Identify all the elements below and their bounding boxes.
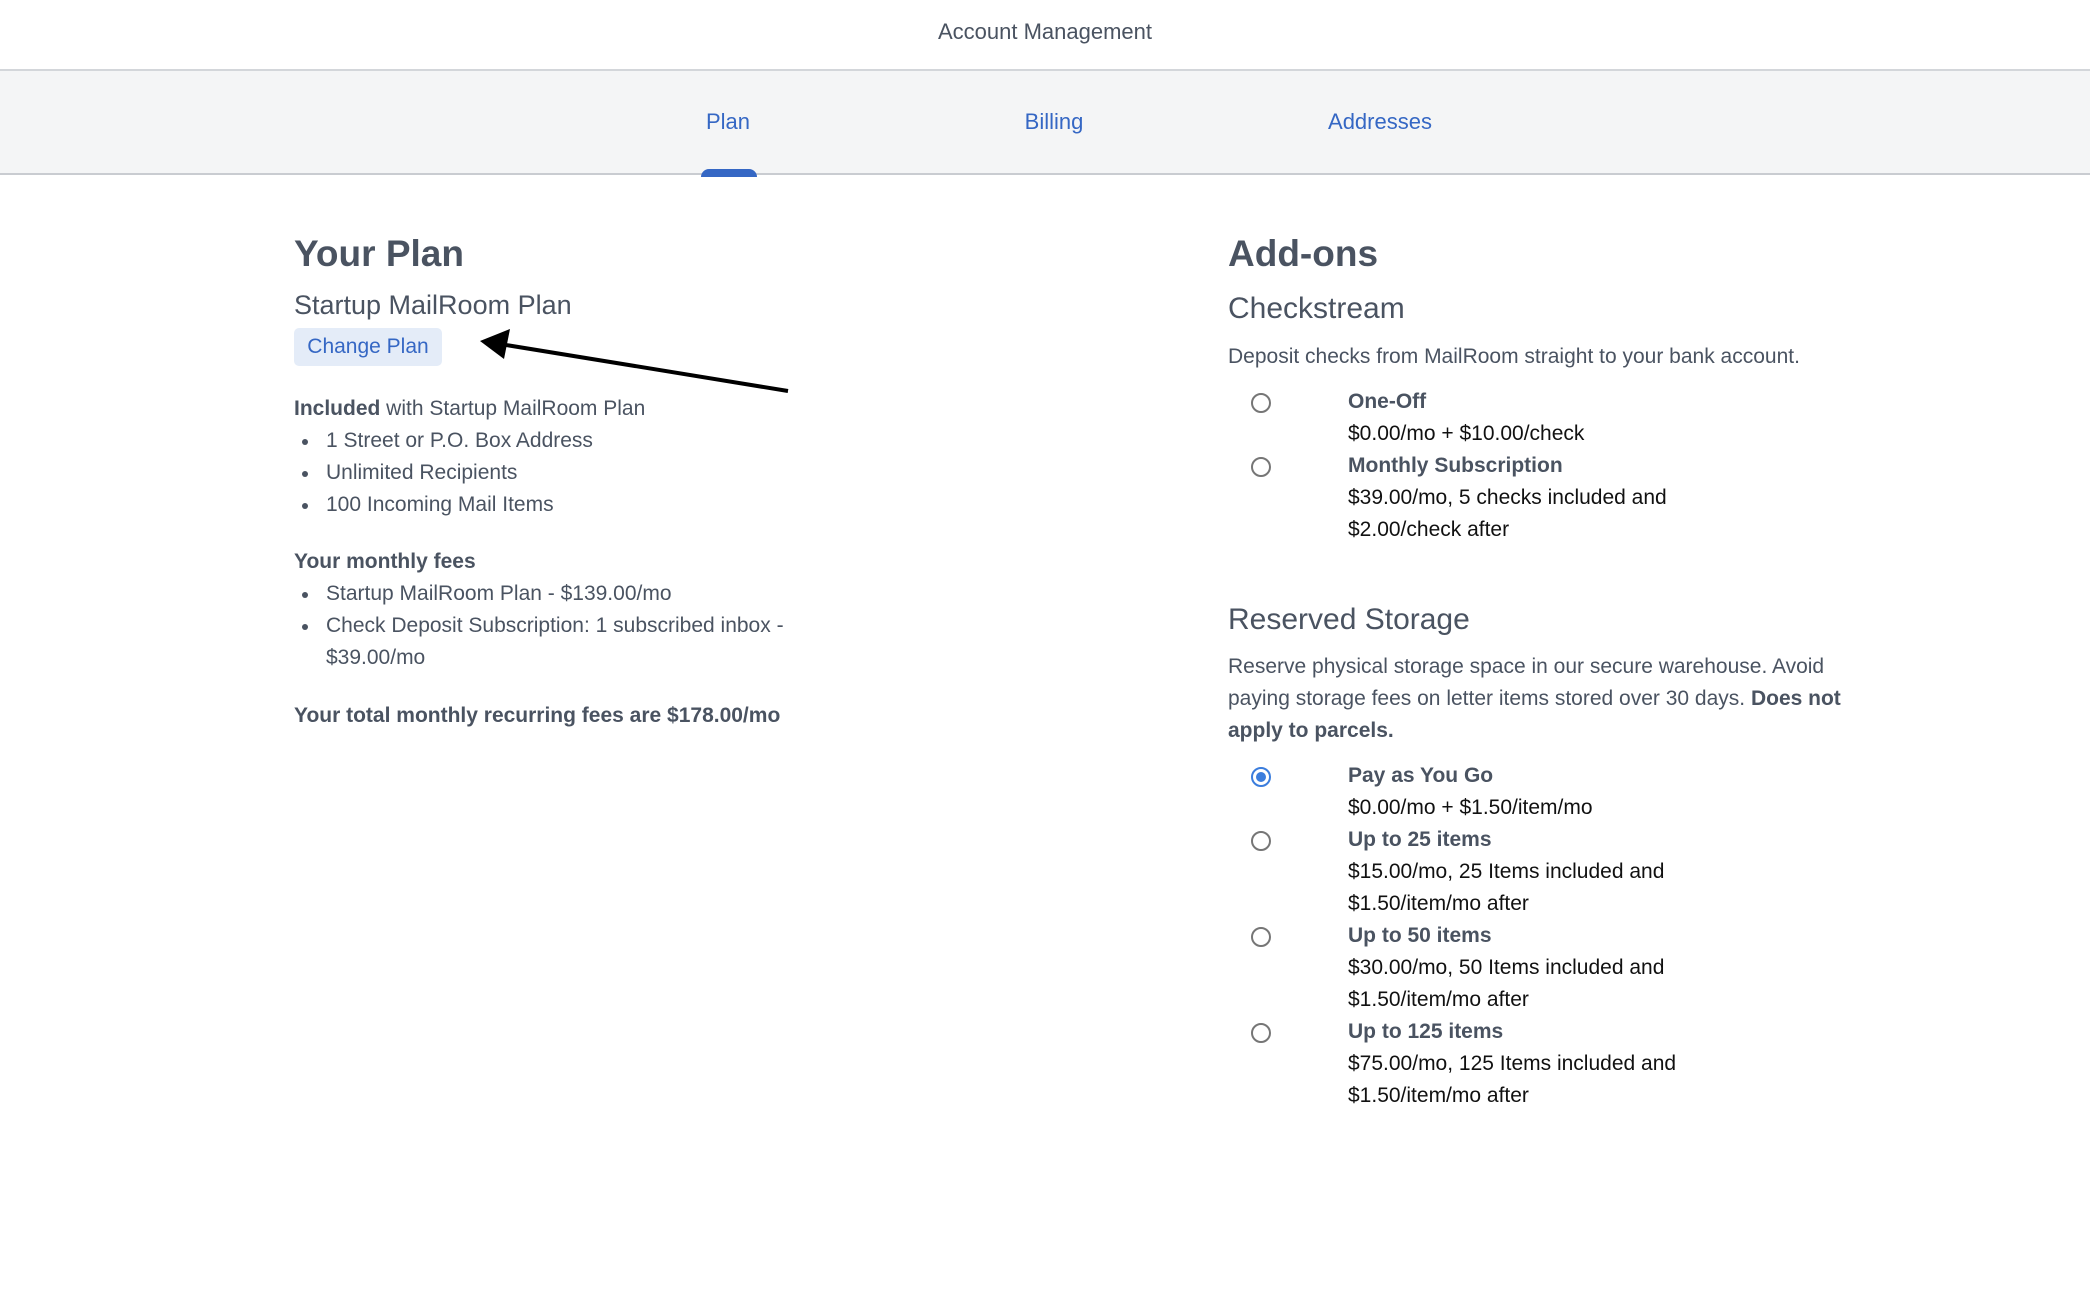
option-title: Monthly Subscription (1348, 454, 1563, 477)
option-monthly-subscription (1348, 450, 1688, 546)
option-one-off (1348, 386, 1728, 450)
storage-description-text: Reserve physical storage space in our secure warehouse. Avoid paying storage fees on letter items stored over 30 days. (1228, 655, 1825, 710)
option-desc: $75.00/mo, 125 Items included and $1.50/item/mo after (1348, 1052, 1677, 1107)
addons-heading: Add-ons (1228, 233, 1379, 274)
active-tab-indicator (701, 169, 757, 177)
option-title: Up to 25 items (1348, 828, 1492, 851)
reserved-storage-heading: Reserved Storage (1228, 603, 1470, 636)
checkstream-heading: Checkstream (1228, 292, 1405, 325)
page-title: Account Management (937, 18, 1153, 44)
option-up-to-25-items (1348, 824, 1688, 920)
option-title: Up to 50 items (1348, 924, 1492, 947)
top-bar (0, 0, 2090, 71)
storage-description-note: Does not apply to parcels. (1228, 687, 1841, 742)
your-plan-heading: Your Plan (294, 233, 464, 274)
arrow-left-icon (470, 325, 800, 400)
checkstream-description: Deposit checks from MailRoom straight to your bank account. (1228, 345, 1800, 368)
reserved-storage-description (1228, 651, 1848, 747)
list-item: 1 Street or P.O. Box Address (294, 425, 814, 457)
option-desc: $0.00/mo + $1.50/item/mo (1348, 796, 1593, 819)
included-line (294, 393, 645, 425)
list-item: Startup MailRoom Plan - $139.00/mo (294, 578, 814, 610)
radio-pay-as-you-go[interactable] (1251, 767, 1271, 787)
change-plan-button[interactable]: Change Plan (294, 328, 442, 366)
total-fees: Your total monthly recurring fees are $178.00/mo (294, 704, 781, 727)
fees-list (294, 578, 814, 674)
tab-plan[interactable]: Plan (705, 109, 751, 134)
radio-monthly-subscription[interactable] (1251, 457, 1271, 477)
option-desc: $15.00/mo, 25 Items included and $1.50/item/mo after (1348, 860, 1665, 915)
monthly-fees-heading: Your monthly fees (294, 550, 476, 573)
option-title: Pay as You Go (1348, 764, 1494, 787)
list-item: Unlimited Recipients (294, 457, 814, 489)
radio-one-off[interactable] (1251, 393, 1271, 413)
radio-up-to-125-items[interactable] (1251, 1023, 1271, 1043)
option-title: One-Off (1348, 390, 1427, 413)
option-pay-as-you-go (1348, 760, 1728, 824)
tab-addresses[interactable]: Addresses (1328, 109, 1432, 134)
list-item: Check Deposit Subscription: 1 subscribed inbox - $39.00/mo (294, 610, 814, 674)
tab-billing[interactable]: Billing (1024, 109, 1084, 134)
radio-up-to-25-items[interactable] (1251, 831, 1271, 851)
option-up-to-50-items (1348, 920, 1688, 1016)
included-label: Included (294, 397, 381, 420)
list-item: 100 Incoming Mail Items (294, 489, 814, 521)
included-plan-text: with Startup MailRoom Plan (380, 397, 646, 420)
tab-bar (0, 71, 2090, 175)
option-desc: $0.00/mo + $10.00/check (1348, 422, 1585, 445)
option-desc: $30.00/mo, 50 Items included and $1.50/item/mo after (1348, 956, 1665, 1011)
radio-up-to-50-items[interactable] (1251, 927, 1271, 947)
plan-name: Startup MailRoom Plan (294, 290, 572, 320)
included-list (294, 425, 814, 521)
option-up-to-125-items (1348, 1016, 1688, 1112)
option-desc: $39.00/mo, 5 checks included and $2.00/check after (1348, 486, 1667, 541)
option-title: Up to 125 items (1348, 1020, 1504, 1043)
